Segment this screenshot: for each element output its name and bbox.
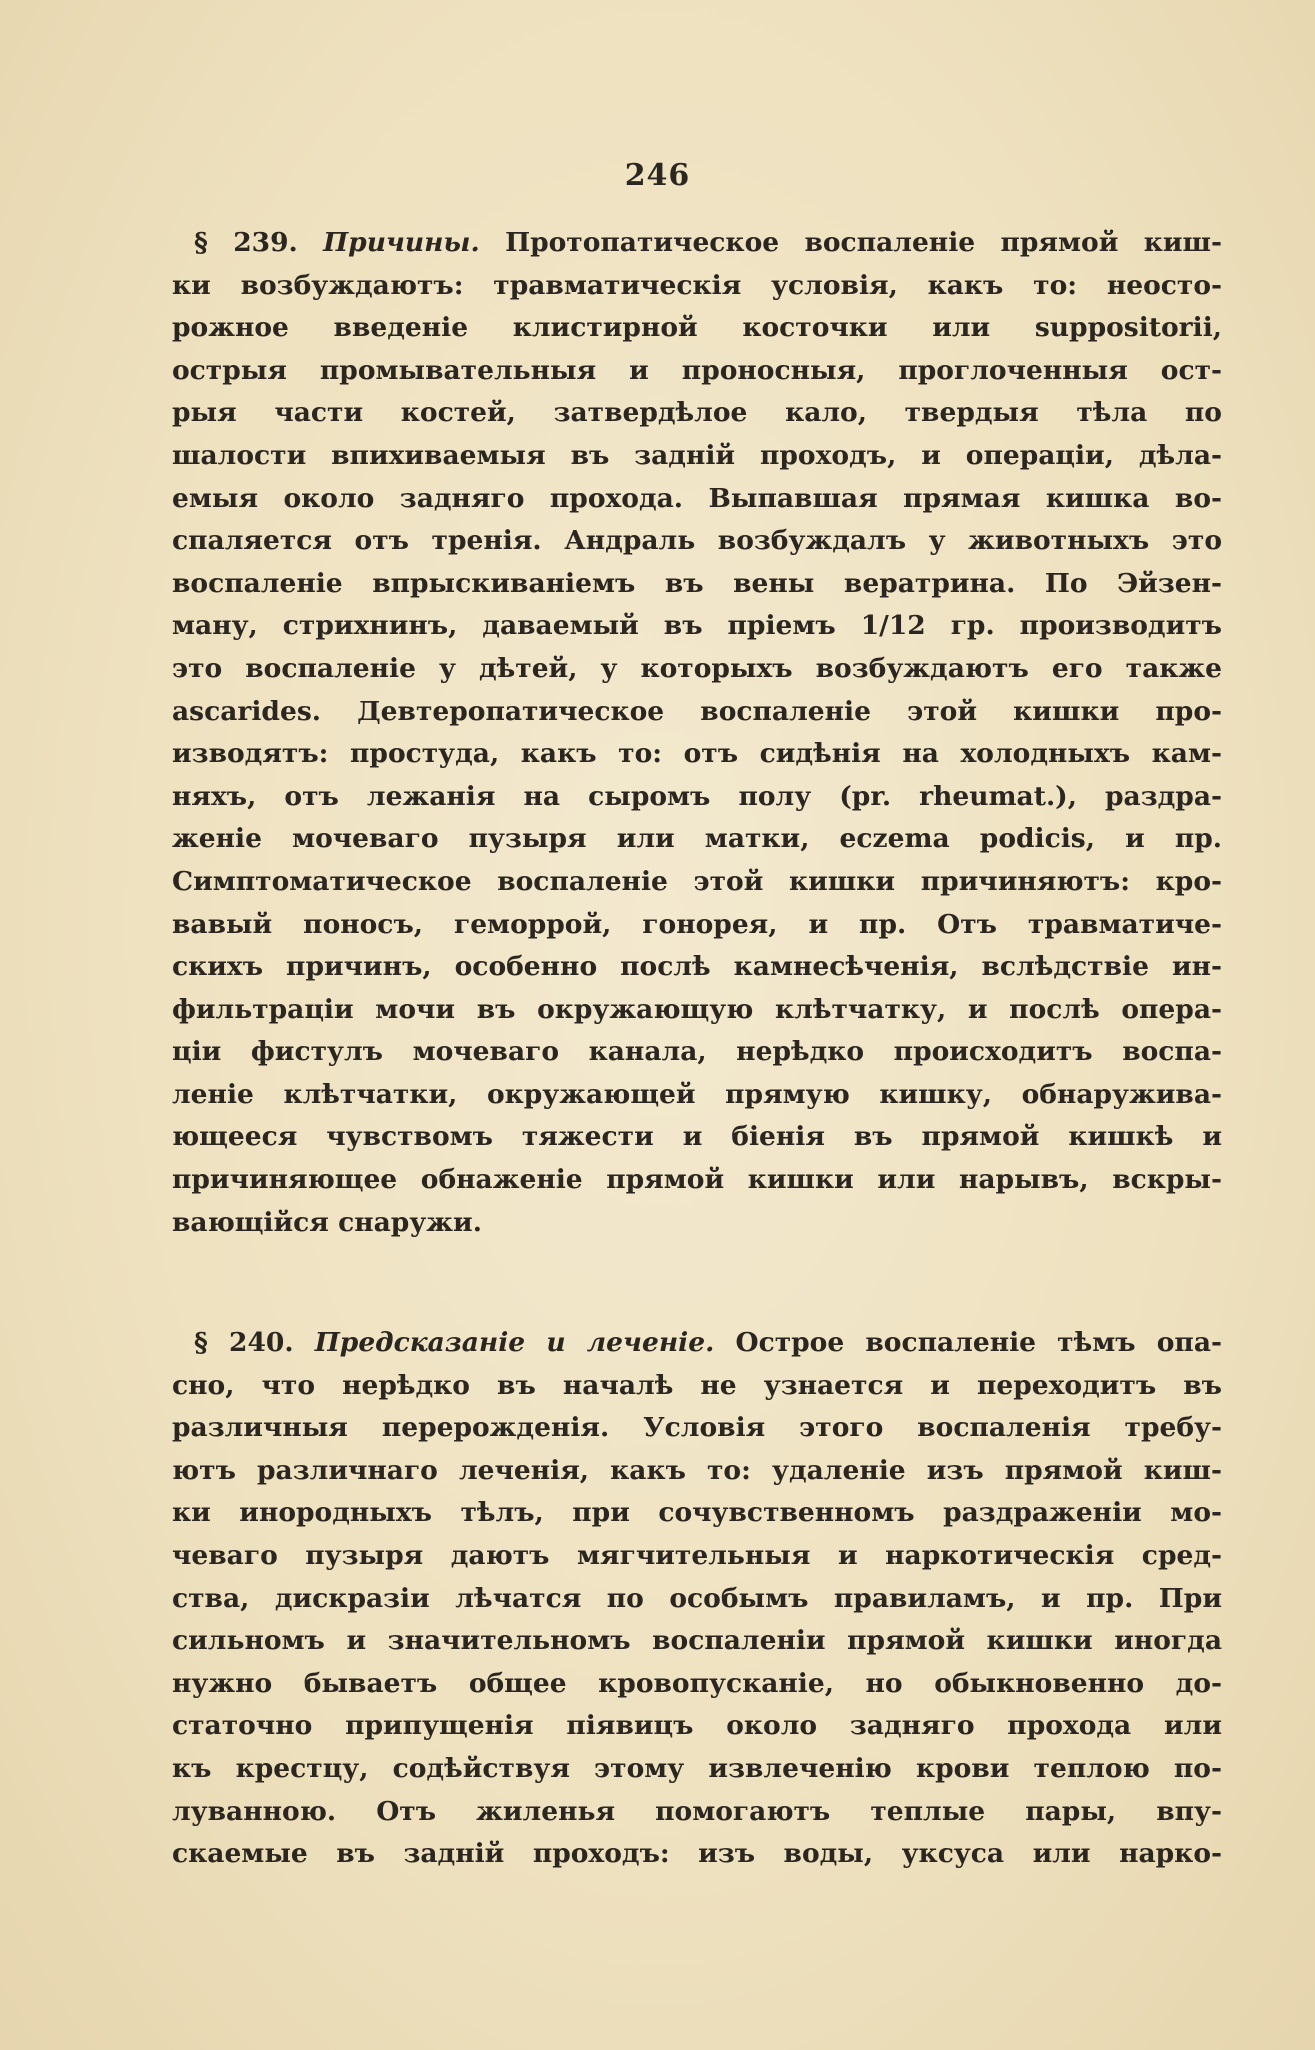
section-heading: Причины. [323,227,480,258]
text-line: ману, стрихнинъ, даваемый въ пріемъ 1/12 гр. производитъ [172,610,1222,642]
text-line: сно, что нерѣдко въ началѣ не узнается и переходитъ въ [172,1369,1222,1401]
text-line: вавый поносъ, геморрой, гонорея, и пр. Отъ травматиче- [172,908,1222,940]
text-line: сильномъ и значительномъ воспаленіи прямой кишки иногда [172,1625,1222,1657]
text-line: ющееся чувствомъ тяжести и біенія въ прямой кишкѣ и [172,1121,1222,1153]
text-line: луванною. Отъ жиленья помогаютъ теплые пары, впу- [172,1795,1222,1827]
paragraph-239 [172,222,1222,1244]
text-line: ютъ различнаго леченія, какъ то: удаленіе изъ прямой киш- [172,1454,1222,1486]
page-number: 246 [624,158,691,193]
text-line: статочно припущенія піявицъ около задняго прохода или [172,1710,1222,1742]
text-line: ства, дискразіи лѣчатся по особымъ правиламъ, и пр. При [172,1582,1222,1614]
text-line: няхъ, отъ лежанія на сыромъ полу (pr. rheumat.), раздра- [172,780,1222,812]
text-line: это воспаленіе у дѣтей, у которыхъ возбуждаютъ его также [172,652,1222,684]
text-line: къ крестцу, содѣйствуя этому извлеченію крови теплою по- [172,1752,1222,1784]
section-number: § 239. [194,227,298,258]
text-line: нужно бываетъ общее кровопусканіе, но обыкновенно до- [172,1667,1222,1699]
text-line: шалости впихиваемыя въ задній проходъ, и операціи, дѣла- [172,439,1222,471]
text-line: причиняющее обнаженіе прямой кишки или нарывъ, вскры- [172,1164,1222,1196]
text-line: вающійся снаружи. [172,1206,482,1238]
text-line: рожное введеніе клистирной косточки или suppositorii, [172,312,1222,344]
text-line: скаемые въ задній проходъ: изъ воды, уксуса или нарко- [172,1838,1222,1870]
text-line: изводятъ: простуда, какъ то: отъ сидѣнія на холодныхъ кам- [172,738,1222,770]
section-heading: Предсказаніе и леченіе. [314,1327,715,1358]
text-line: ки инородныхъ тѣлъ, при сочувственномъ раздраженіи мо- [172,1497,1222,1529]
text-line: различныя перерожденія. Условія этого воспаленія требу- [172,1412,1222,1444]
text-line: спаляется отъ тренія. Андраль возбуждалъ у животныхъ это [172,525,1222,557]
text-line: § 240. Предсказаніе и леченіе. Острое воспаленіе тѣмъ опа- [194,1327,1222,1358]
text-line: женіе мочеваго пузыря или матки, eczema podicis, и пр. [172,823,1222,855]
text-line: воспаленіе впрыскиваніемъ въ вены вератрина. По Эйзен- [172,567,1222,599]
text-line: скихъ причинъ, особенно послѣ камнесѣченія, вслѣдствіе ин- [172,951,1222,983]
text-line: рыя части костей, затвердѣлое кало, твердыя тѣла по [172,397,1222,429]
text-line: леніе клѣтчатки, окружающей прямую кишку, обнаружива- [172,1078,1222,1110]
text-line: ascarides. Девтеропатическое воспаленіе этой кишки про- [172,695,1222,727]
text-line: чеваго пузыря даютъ мягчительныя и наркотическія сред- [172,1539,1222,1571]
paragraph-240 [172,1322,1222,1876]
text-line: фильтраціи мочи въ окружающую клѣтчатку, и послѣ опера- [172,993,1222,1025]
text-line: ціи фистулъ мочеваго канала, нерѣдко происходитъ воспа- [172,1036,1222,1068]
text-line: емыя около задняго прохода. Выпавшая прямая кишка во- [172,482,1222,514]
text-line: Симптоматическое воспаленіе этой кишки причиняютъ: кро- [172,865,1222,897]
section-number: § 240. [194,1327,294,1358]
text-line: острыя промывательныя и проносныя, проглоченныя ост- [172,354,1222,386]
text-line: § 239. Причины. Протопатическое воспаленіе прямой киш- [194,227,1222,258]
text-line: ки возбуждаютъ: травматическія условія, какъ то: неосто- [172,269,1222,301]
